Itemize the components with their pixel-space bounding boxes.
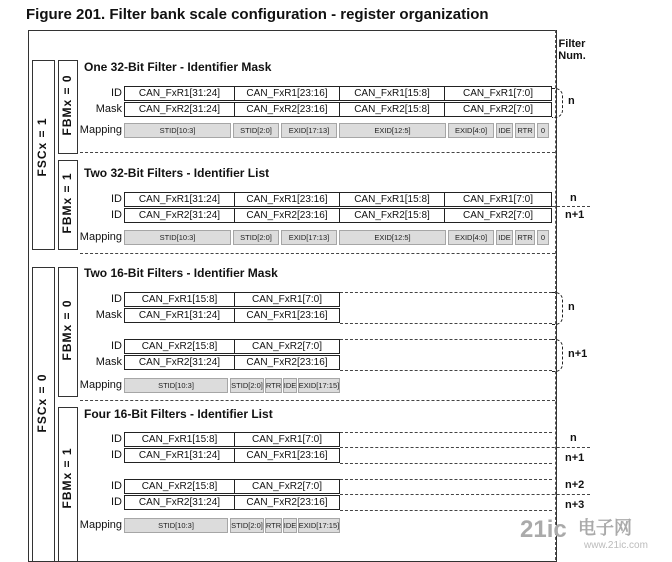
watermark-cn: 电子网	[578, 518, 632, 538]
mapping-label: Mapping	[79, 519, 122, 531]
filter-divider	[552, 206, 590, 207]
filter-num: n	[570, 192, 577, 204]
fbm1-label-a: FBMx = 1	[60, 172, 74, 234]
register-cell: CAN_FxR2[31:24]	[124, 355, 235, 370]
register-cell: CAN_FxR1[31:24]	[124, 86, 235, 101]
filter-guide	[340, 447, 590, 448]
register-cell: CAN_FxR1[15:8]	[124, 292, 235, 307]
filter-num: n+1	[565, 209, 585, 221]
mapping-cell: 0	[537, 123, 549, 138]
register-cell: CAN_FxR1[23:16]	[234, 308, 340, 323]
filter-guide	[340, 510, 552, 511]
fsc1-label: FSCx = 1	[35, 117, 49, 177]
mapping-label: Mapping	[79, 379, 122, 391]
row-label-id: ID	[111, 193, 122, 205]
mapping-cell: EXID[17:15]	[298, 518, 340, 533]
register-cell: CAN_FxR2[23:16]	[234, 355, 340, 370]
watermark-site: www.21ic.com	[584, 540, 648, 551]
fbm1-label-b: FBMx = 1	[60, 447, 74, 509]
mapping-cell: STID[10:3]	[124, 230, 231, 245]
row-label-id: ID	[111, 480, 122, 492]
fbm0-label-a: FBMx = 0	[60, 74, 74, 136]
filter-num: n	[570, 432, 577, 444]
row-label-id: ID	[111, 293, 122, 305]
mapping-cell: STID[10:3]	[124, 378, 228, 393]
filter-guide	[340, 432, 552, 433]
mapping-cell: STID[10:3]	[124, 123, 231, 138]
register-cell: CAN_FxR2[15:8]	[124, 479, 235, 494]
mapping-cell: EXID[4:0]	[448, 230, 494, 245]
register-cell: CAN_FxR2[31:24]	[124, 208, 235, 223]
mapping-label: Mapping	[79, 231, 122, 243]
register-cell: CAN_FxR2[7:0]	[234, 479, 340, 494]
watermark-logo: 21ic	[520, 516, 567, 543]
row-label-id: ID	[111, 449, 122, 461]
mapping-cell: EXID[17:15]	[298, 378, 340, 393]
register-cell: CAN_FxR2[7:0]	[234, 339, 340, 354]
register-cell: CAN_FxR1[23:16]	[234, 86, 340, 101]
register-cell: CAN_FxR2[15:8]	[339, 102, 445, 117]
mapping-cell: STID[2:0]	[233, 123, 279, 138]
register-cell: CAN_FxR1[7:0]	[444, 192, 552, 207]
mapping-cell: STID[2:0]	[233, 230, 279, 245]
row-label-id: ID	[111, 496, 122, 508]
row-label-id: ID	[111, 209, 122, 221]
register-cell: CAN_FxR1[31:24]	[124, 192, 235, 207]
mapping-cell: RTR	[265, 378, 282, 393]
register-cell: CAN_FxR2[31:24]	[124, 102, 235, 117]
register-cell: CAN_FxR1[7:0]	[234, 432, 340, 447]
filter-num: n+1	[565, 452, 585, 464]
filter-guide	[340, 494, 590, 495]
section-separator	[80, 253, 555, 254]
register-cell: CAN_FxR1[23:16]	[234, 448, 340, 463]
register-cell: CAN_FxR1[15:8]	[339, 86, 445, 101]
mapping-cell: 0	[537, 230, 549, 245]
filter-guide	[340, 370, 552, 371]
register-cell: CAN_FxR2[31:24]	[124, 495, 235, 510]
mapping-cell: EXID[17:13]	[281, 123, 337, 138]
filter-guide	[340, 339, 552, 340]
figure-title: Figure 201. Filter bank scale configuration - register organization	[26, 6, 489, 23]
filter-guide	[340, 463, 552, 464]
mapping-label: Mapping	[79, 124, 122, 136]
register-cell: CAN_FxR2[23:16]	[234, 495, 340, 510]
mapping-cell: STID[2:0]	[230, 378, 264, 393]
mapping-cell: IDE	[496, 123, 513, 138]
register-cell: CAN_FxR1[23:16]	[234, 192, 340, 207]
fsc0-label: FSCx = 0	[35, 373, 49, 433]
register-cell: CAN_FxR2[15:8]	[124, 339, 235, 354]
mapping-cell: EXID[17:13]	[281, 230, 337, 245]
row-label-id: ID	[111, 87, 122, 99]
filter-num-header-text: Filter Num.	[558, 38, 586, 62]
mapping-cell: IDE	[283, 378, 297, 393]
section-title-1: One 32-Bit Filter - Identifier Mask	[84, 60, 272, 74]
register-cell: CAN_FxR2[23:16]	[234, 102, 340, 117]
register-cell: CAN_FxR2[7:0]	[444, 102, 552, 117]
filter-num: n+3	[565, 499, 585, 511]
register-cell: CAN_FxR1[15:8]	[339, 192, 445, 207]
row-label-id: ID	[111, 340, 122, 352]
row-label-mask: Mask	[95, 103, 122, 115]
mapping-cell: IDE	[496, 230, 513, 245]
mapping-cell: RTR	[265, 518, 282, 533]
mapping-cell: EXID[4:0]	[448, 123, 494, 138]
filter-guide	[340, 479, 552, 480]
row-label-mask: Mask	[95, 309, 122, 321]
mapping-cell: EXID[12:5]	[339, 123, 446, 138]
filter-brace	[552, 292, 563, 325]
fbm0-label-b: FBMx = 0	[60, 299, 74, 361]
filter-num: n	[568, 95, 575, 107]
filter-num: n+1	[568, 348, 588, 360]
filter-guide	[340, 292, 552, 293]
section-title-4: Four 16-Bit Filters - Identifier List	[84, 407, 273, 421]
row-label-mask: Mask	[95, 356, 122, 368]
register-cell: CAN_FxR1[7:0]	[234, 292, 340, 307]
filter-brace	[552, 88, 563, 118]
register-cell: CAN_FxR2[23:16]	[234, 208, 340, 223]
mapping-cell: IDE	[283, 518, 297, 533]
register-cell: CAN_FxR1[31:24]	[124, 308, 235, 323]
mapping-cell: STID[2:0]	[230, 518, 264, 533]
mapping-cell: RTR	[515, 230, 535, 245]
section-separator	[80, 400, 555, 401]
filter-num: n	[568, 301, 575, 313]
register-cell: CAN_FxR2[15:8]	[339, 208, 445, 223]
register-cell: CAN_FxR1[31:24]	[124, 448, 235, 463]
section-title-2: Two 32-Bit Filters - Identifier List	[84, 166, 270, 180]
mapping-cell: EXID[12:5]	[339, 230, 446, 245]
register-cell: CAN_FxR1[7:0]	[444, 86, 552, 101]
section-separator	[80, 152, 555, 153]
mapping-cell: STID[10:3]	[124, 518, 228, 533]
row-label-id: ID	[111, 433, 122, 445]
register-cell: CAN_FxR2[7:0]	[444, 208, 552, 223]
filter-num: n+2	[565, 479, 585, 491]
register-cell: CAN_FxR1[15:8]	[124, 432, 235, 447]
section-title-3: Two 16-Bit Filters - Identifier Mask	[84, 266, 278, 280]
filter-guide	[340, 323, 552, 324]
filter-brace	[552, 339, 563, 372]
mapping-cell: RTR	[515, 123, 535, 138]
